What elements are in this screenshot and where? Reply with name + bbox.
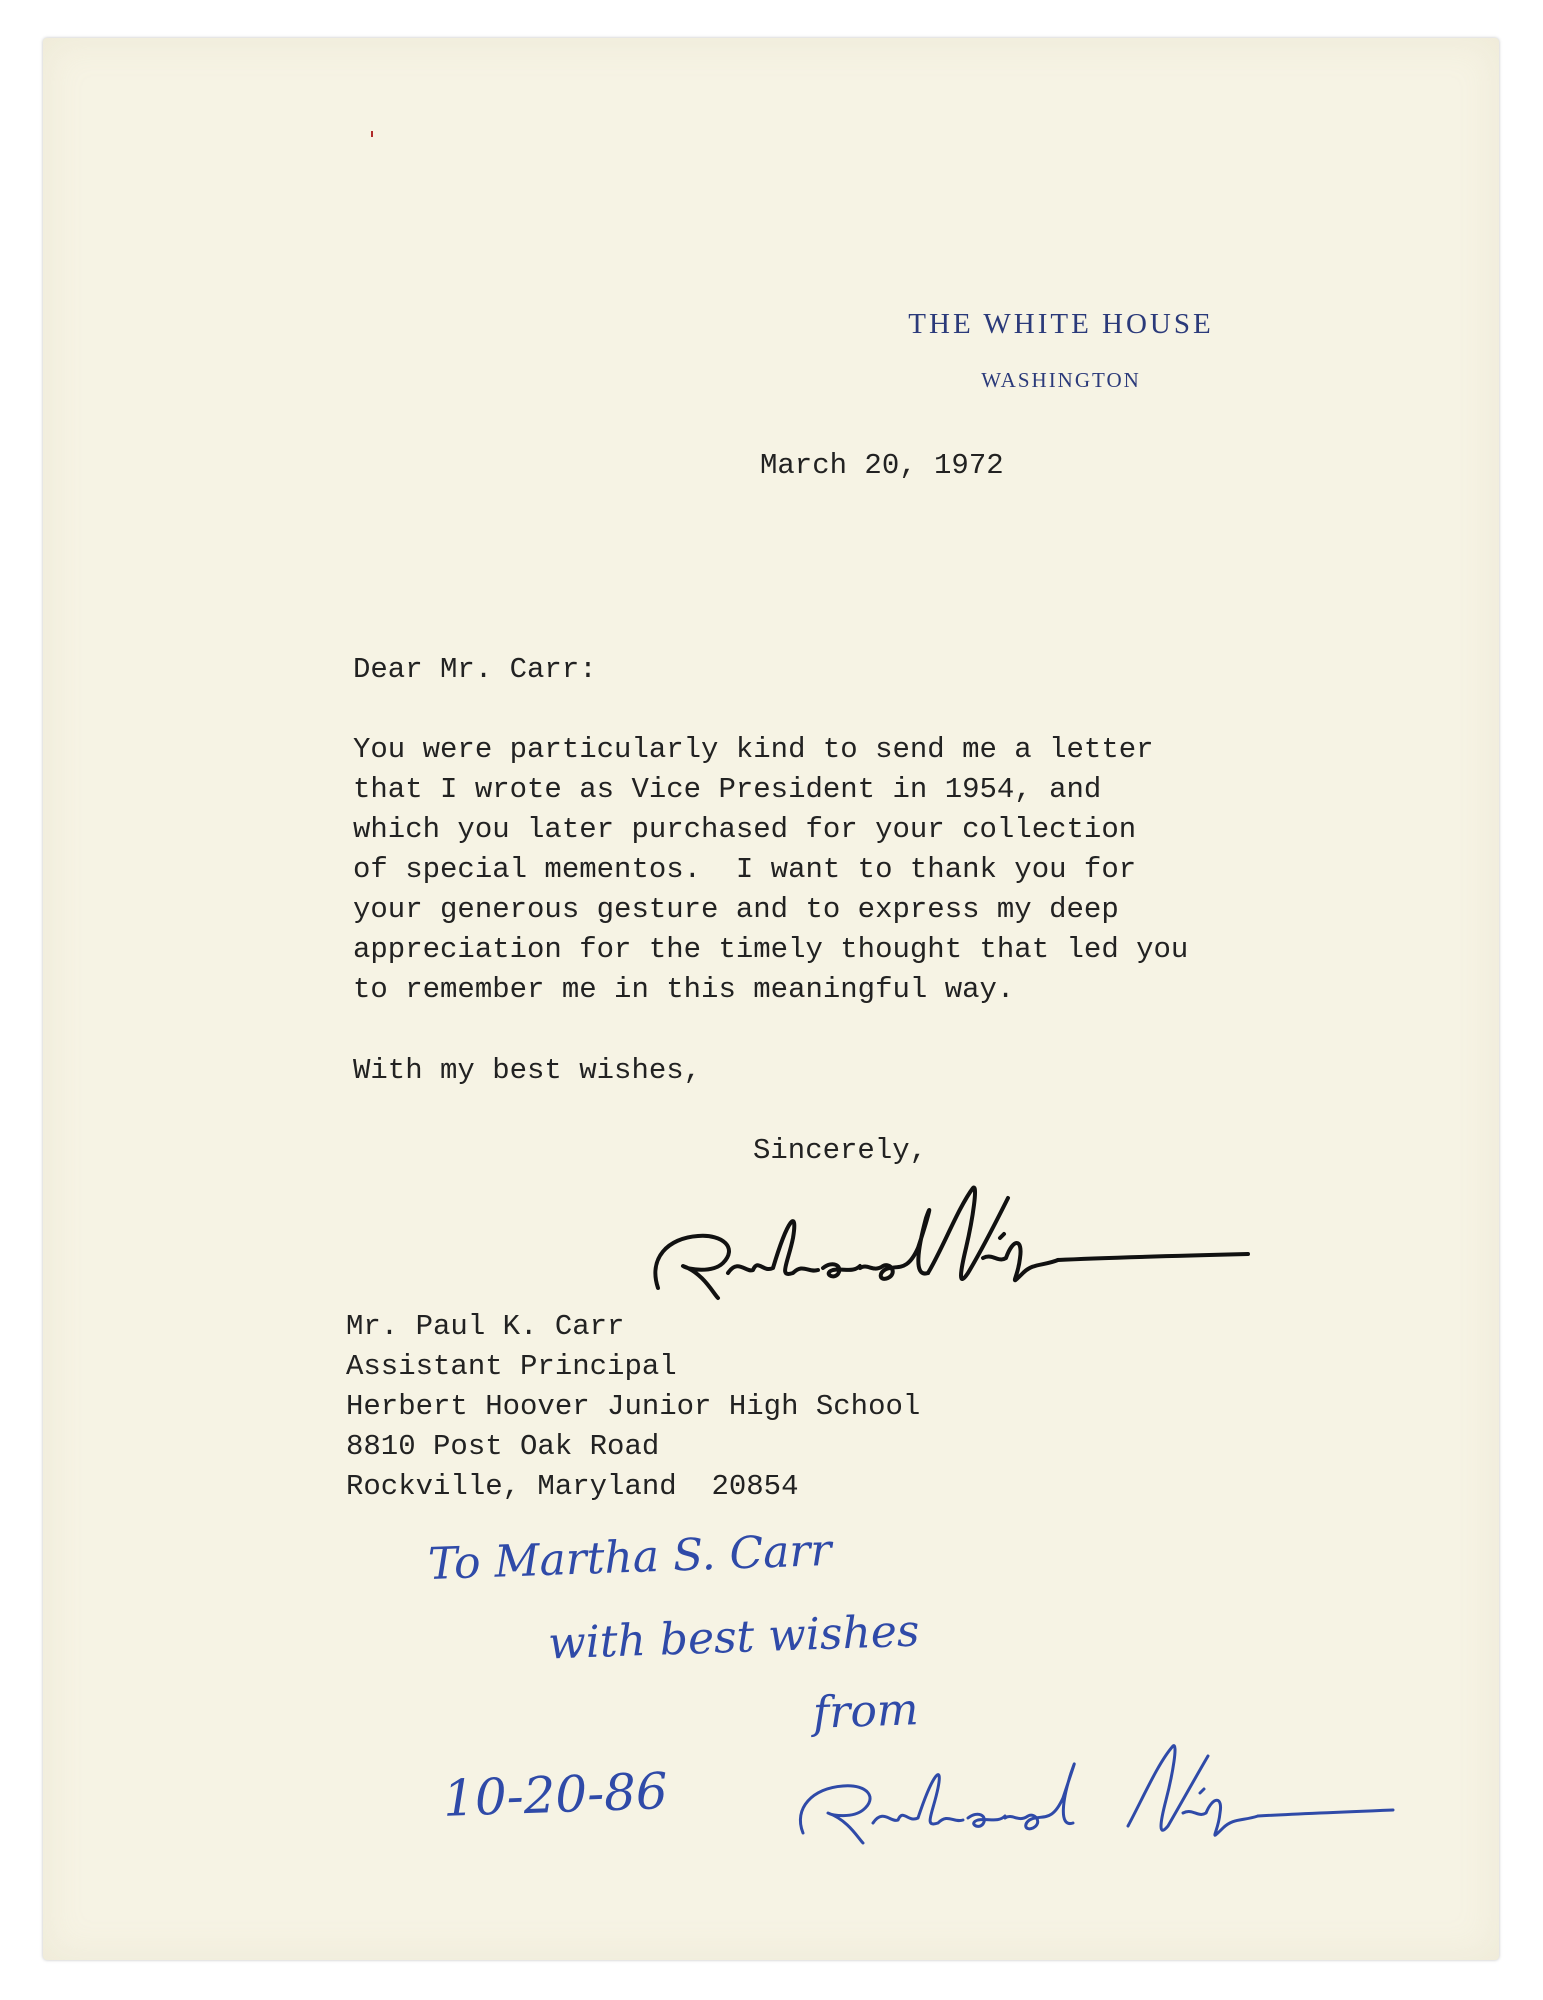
body-line: of special mementos. I want to thank you for (353, 853, 1137, 886)
black-signature-image (628, 1178, 1288, 1318)
letterhead-title: THE WHITE HOUSE (908, 308, 1214, 340)
letter-page (43, 38, 1499, 1960)
address-school: Herbert Hoover Junior High School (346, 1390, 921, 1423)
closing-line: With my best wishes, (353, 1054, 702, 1087)
inscription-line2: with best wishes (547, 1605, 921, 1670)
paper-speck (371, 131, 373, 137)
letter-date: March 20, 1972 (760, 449, 1004, 482)
inscription-line1: To Martha S. Carr (427, 1524, 833, 1591)
address-position: Assistant Principal (346, 1350, 677, 1383)
address-street: 8810 Post Oak Road (346, 1430, 660, 1463)
address-name: Mr. Paul K. Carr (346, 1310, 625, 1343)
body-line: that I wrote as Vice President in 1954, and (353, 773, 1102, 806)
body-line: to remember me in this meaningful way. (353, 973, 1015, 1006)
inscription-line3: from (812, 1684, 920, 1739)
body-line: which you later purchased for your collection (353, 813, 1137, 846)
body-line: You were particularly kind to send me a letter (353, 733, 1154, 766)
blue-signature-image (783, 1738, 1423, 1858)
body-line: appreciation for the timely thought that led you (353, 933, 1189, 966)
address-city: Rockville, Maryland 20854 (346, 1470, 799, 1503)
inscription-date: 10-20-86 (442, 1762, 669, 1828)
letterhead-city: WASHINGTON (981, 368, 1141, 392)
salutation: Dear Mr. Carr: (353, 653, 597, 686)
body-line: your generous gesture and to express my deep (353, 893, 1119, 926)
signoff: Sincerely, (753, 1134, 928, 1167)
